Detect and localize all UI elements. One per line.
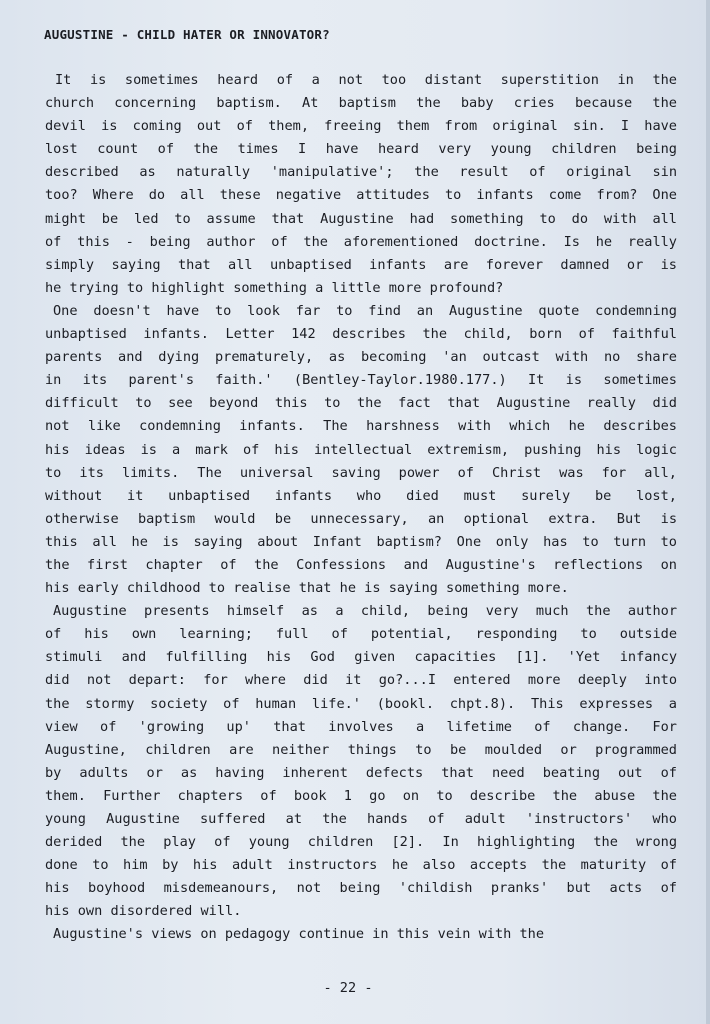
text-line: derided the play of young children [2]. In highlighting the wrong <box>45 834 677 851</box>
text-line: lost count of the times I have heard very young children being <box>45 141 677 158</box>
text-line: them. Further chapters of book 1 go on to describe the abuse the <box>45 787 677 804</box>
text-line: church concerning baptism. At baptism the baby cries because the <box>45 95 677 112</box>
text-line: done to him by his adult instructors he also accepts the maturity of <box>45 857 677 874</box>
text-line: to its limits. The universal saving power of Christ was for all, <box>45 464 677 481</box>
text-line: his boyhood misdemeanours, not being 'childish pranks' but acts of <box>45 880 677 897</box>
text-line: otherwise baptism would be unnecessary, an optional extra. But is <box>45 510 677 527</box>
page-number: - 22 - <box>323 980 373 996</box>
text-line: by adults or as having inherent defects that need beating out of <box>45 764 677 781</box>
text-line: simply saying that all unbaptised infants are forever damned or is <box>45 256 677 273</box>
text-line: difficult to see beyond this to the fact that Augustine really did <box>45 395 677 412</box>
text-line: described as naturally 'manipulative'; the result of original sin <box>45 164 677 181</box>
text-line: stimuli and fulfilling his God given capacities [1]. 'Yet infancy <box>45 649 677 666</box>
text-line: his own disordered will. <box>45 903 242 920</box>
text-line: parents and dying prematurely, as becoming 'an outcast with no share <box>45 349 677 366</box>
text-line: unbaptised infants. Letter 142 describes the child, born of faithful <box>45 326 677 343</box>
body-text <box>45 69 677 947</box>
text-line: the stormy society of human life.' (bookl. chpt.8). This expresses a <box>45 695 677 712</box>
text-line: One doesn't have to look far to find an Augustine quote condemning <box>53 302 677 319</box>
text-line: this all he is saying about Infant baptism? One only has to turn to <box>45 533 677 550</box>
text-line: without it unbaptised infants who died must surely be lost, <box>45 487 677 504</box>
text-line: too? Where do all these negative attitudes to infants come from? One <box>45 187 677 204</box>
text-line: the first chapter of the Confessions and Augustine's reflections on <box>45 556 677 573</box>
text-line: he trying to highlight something a little more profound? <box>45 279 504 296</box>
text-line: of his own learning; full of potential, responding to outside <box>45 626 677 643</box>
text-line: Augustine presents himself as a child, being very much the author <box>53 603 677 620</box>
text-line: his early childhood to realise that he is saying something more. <box>45 580 569 597</box>
text-line: Augustine, children are neither things to be moulded or programmed <box>45 741 677 758</box>
text-line: might be led to assume that Augustine had something to do with all <box>45 210 677 227</box>
document-title: AUGUSTINE - CHILD HATER OR INNOVATOR? <box>44 27 330 42</box>
text-line: not like condemning infants. The harshness with which he describes <box>45 418 677 435</box>
text-line: devil is coming out of them, freeing them from original sin. I have <box>45 118 677 135</box>
text-line: Augustine's views on pedagogy continue in this vein with the <box>53 926 545 943</box>
text-line: young Augustine suffered at the hands of adult 'instructors' who <box>45 811 677 827</box>
page-edge-shadow <box>706 0 710 1024</box>
text-line: of this - being author of the aforementioned doctrine. Is he really <box>45 233 677 250</box>
text-line: in its parent's faith.' (Bentley-Taylor.1980.177.) It is sometimes <box>45 372 677 389</box>
text-line: It is sometimes heard of a not too distant superstition in the <box>55 72 677 88</box>
text-line: view of 'growing up' that involves a lifetime of change. For <box>45 718 677 735</box>
text-line: did not depart: for where did it go?...I entered more deeply into <box>45 672 677 689</box>
text-line: his ideas is a mark of his intellectual extremism, pushing his logic <box>45 441 677 458</box>
